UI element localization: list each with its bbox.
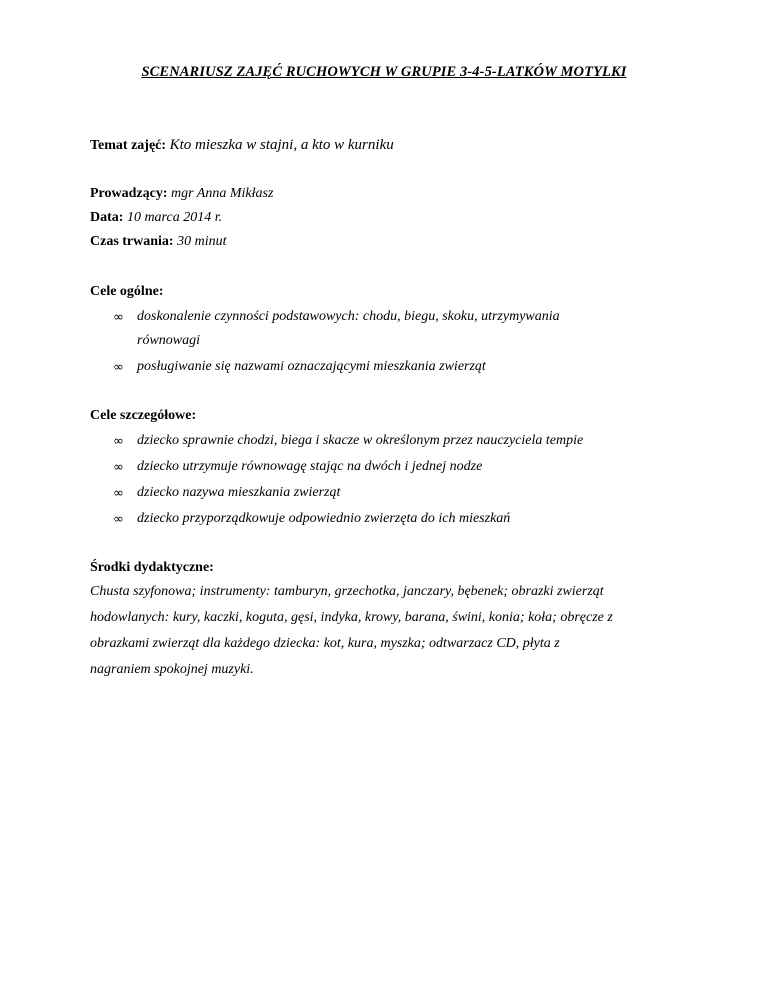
leader-value: mgr Anna Mikłasz (171, 186, 274, 201)
bullet-icon: ∞ (113, 512, 124, 527)
specific-goals-heading: Cele szczegółowe: (90, 408, 197, 423)
leader-label: Prowadzący: (90, 186, 168, 201)
general-goal-item: posługiwanie się nazwami oznaczającymi mieszkania zwierząt (137, 359, 486, 374)
date-line (90, 210, 222, 226)
duration-line (90, 234, 227, 250)
topic-value: Kto mieszka w stajni, a kto w kurniku (169, 137, 394, 153)
general-goal-item: doskonalenie czynności podstawowych: chodu, biegu, skoku, utrzymywania (137, 309, 560, 324)
general-goal-item-continuation: równowagi (137, 333, 201, 348)
topic-line (90, 137, 394, 154)
date-label: Data: (90, 210, 124, 225)
duration-label: Czas trwania: (90, 234, 174, 249)
bullet-icon: ∞ (113, 360, 124, 375)
didactic-means-line: hodowlanych: kury, kaczki, koguta, gęsi, indyka, krowy, barana, świni, konia; koła; obręcze z (90, 610, 613, 625)
didactic-means-line: obrazkami zwierząt dla każdego dziecka: kot, kura, myszka; odtwarzacz CD, płyta z (90, 636, 560, 651)
didactic-means-heading: Środki dydaktyczne: (90, 560, 214, 575)
bullet-icon: ∞ (113, 310, 124, 325)
specific-goal-item: dziecko przyporządkowuje odpowiednio zwierzęta do ich mieszkań (137, 511, 511, 526)
bullet-icon: ∞ (113, 460, 124, 475)
specific-goal-item: dziecko utrzymuje równowagę stając na dwóch i jednej nodze (137, 459, 483, 474)
general-goals-heading: Cele ogólne: (90, 284, 164, 299)
date-value: 10 marca 2014 r. (126, 210, 223, 225)
didactic-means-line: nagraniem spokojnej muzyki. (90, 662, 254, 677)
didactic-means-line: Chusta szyfonowa; instrumenty: tamburyn, grzechotka, janczary, bębenek; obrazki zwierząt (90, 584, 604, 599)
bullet-icon: ∞ (113, 486, 124, 501)
leader-line (90, 186, 273, 202)
topic-label: Temat zajęć: (90, 138, 167, 153)
duration-value: 30 minut (177, 234, 227, 249)
bullet-icon: ∞ (113, 434, 124, 449)
specific-goal-item: dziecko sprawnie chodzi, biega i skacze w określonym przez nauczyciela tempie (137, 433, 584, 448)
document-title: SCENARIUSZ ZAJĘĆ RUCHOWYCH W GRUPIE 3-4-5-LATKÓW MOTYLKI (141, 64, 627, 80)
specific-goal-item: dziecko nazywa mieszkania zwierząt (137, 485, 341, 500)
